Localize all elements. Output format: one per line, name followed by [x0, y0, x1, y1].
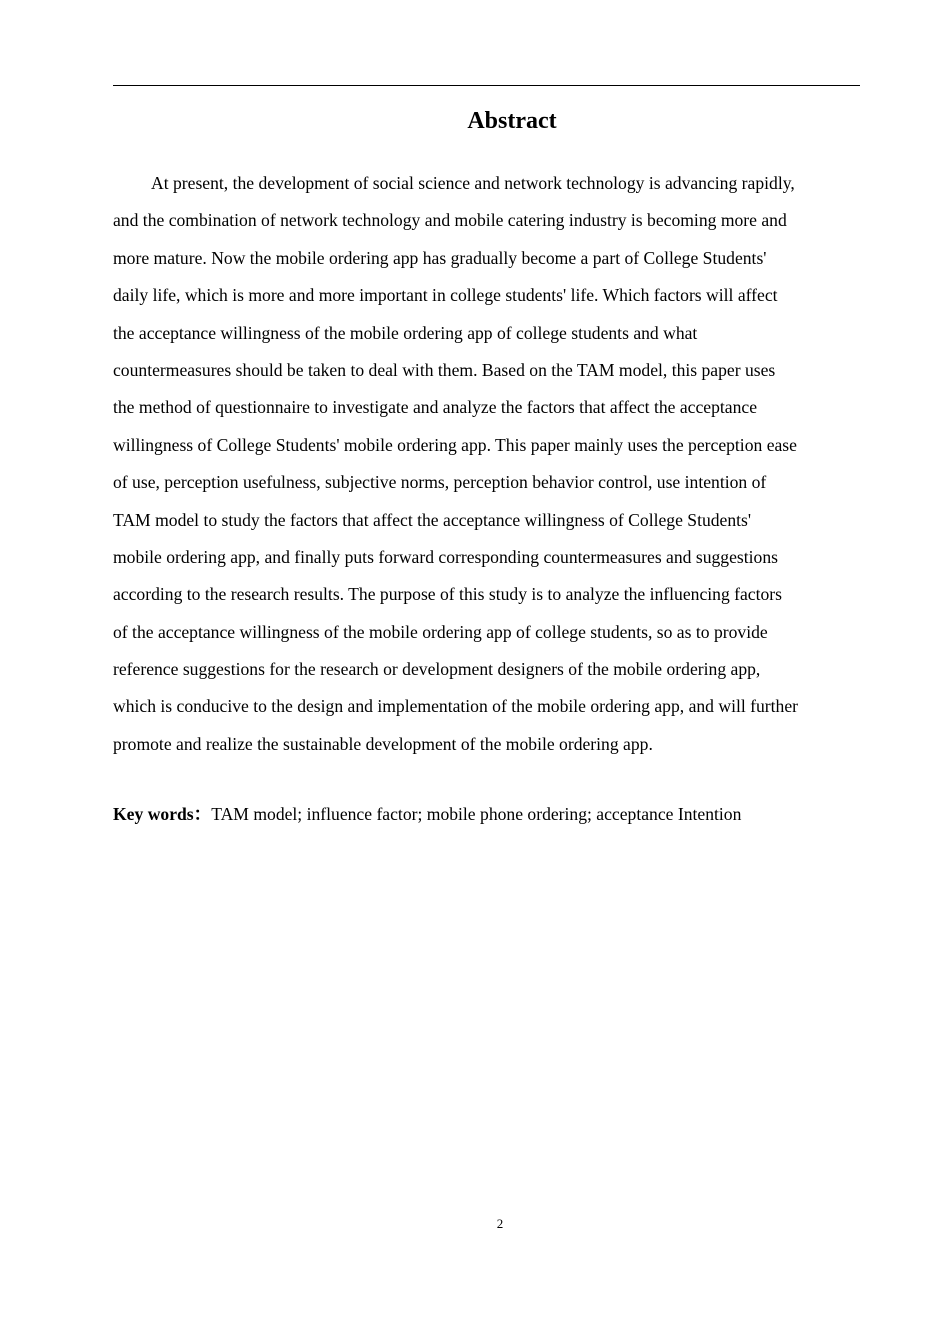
keywords [113, 796, 873, 833]
keywords-separator: ： [193, 804, 212, 824]
abstract-line: the acceptance willingness of the mobile ordering app of college students and what [113, 322, 698, 343]
abstract-line: more mature. Now the mobile ordering app has gradually become a part of College Students' [113, 247, 767, 268]
abstract-line: the method of questionnaire to investigate and analyze the factors that affect the acceptance [113, 397, 758, 418]
keywords-label: Key words [113, 804, 194, 824]
abstract-line: At present, the development of social science and network technology is advancing rapidly, [151, 173, 795, 193]
abstract-line: according to the research results. The purpose of this study is to analyze the influencing factors [113, 584, 783, 605]
header-rule [113, 85, 860, 86]
abstract-line: of the acceptance willingness of the mobile ordering app of college students, so as to provide [113, 621, 768, 642]
page-title: Abstract [467, 108, 557, 134]
abstract-line: which is conducive to the design and implementation of the mobile ordering app, and will further [113, 696, 799, 717]
keywords-text: TAM model; influence factor; mobile phone ordering; acceptance Intention [211, 804, 742, 824]
abstract-body [113, 165, 873, 763]
abstract-line: promote and realize the sustainable development of the mobile ordering app. [113, 733, 653, 754]
abstract-line: TAM model to study the factors that affect the acceptance willingness of College Students' [113, 509, 752, 530]
abstract-line: daily life, which is more and more important in college students' life. Which factors will affect [113, 285, 778, 306]
abstract-line: willingness of College Students' mobile ordering app. This paper mainly uses the perception ease [113, 434, 797, 455]
page-number: 2 [496, 1216, 504, 1231]
abstract-line: reference suggestions for the research or development designers of the mobile ordering app, [113, 659, 761, 680]
abstract-line: mobile ordering app, and finally puts forward corresponding countermeasures and suggestions [113, 546, 778, 567]
abstract-line: countermeasures should be taken to deal with them. Based on the TAM model, this paper uses [113, 359, 776, 380]
abstract-line: of use, perception usefulness, subjective norms, perception behavior control, use intention of [113, 472, 767, 493]
abstract-line: and the combination of network technology and mobile catering industry is becoming more and [113, 210, 787, 231]
